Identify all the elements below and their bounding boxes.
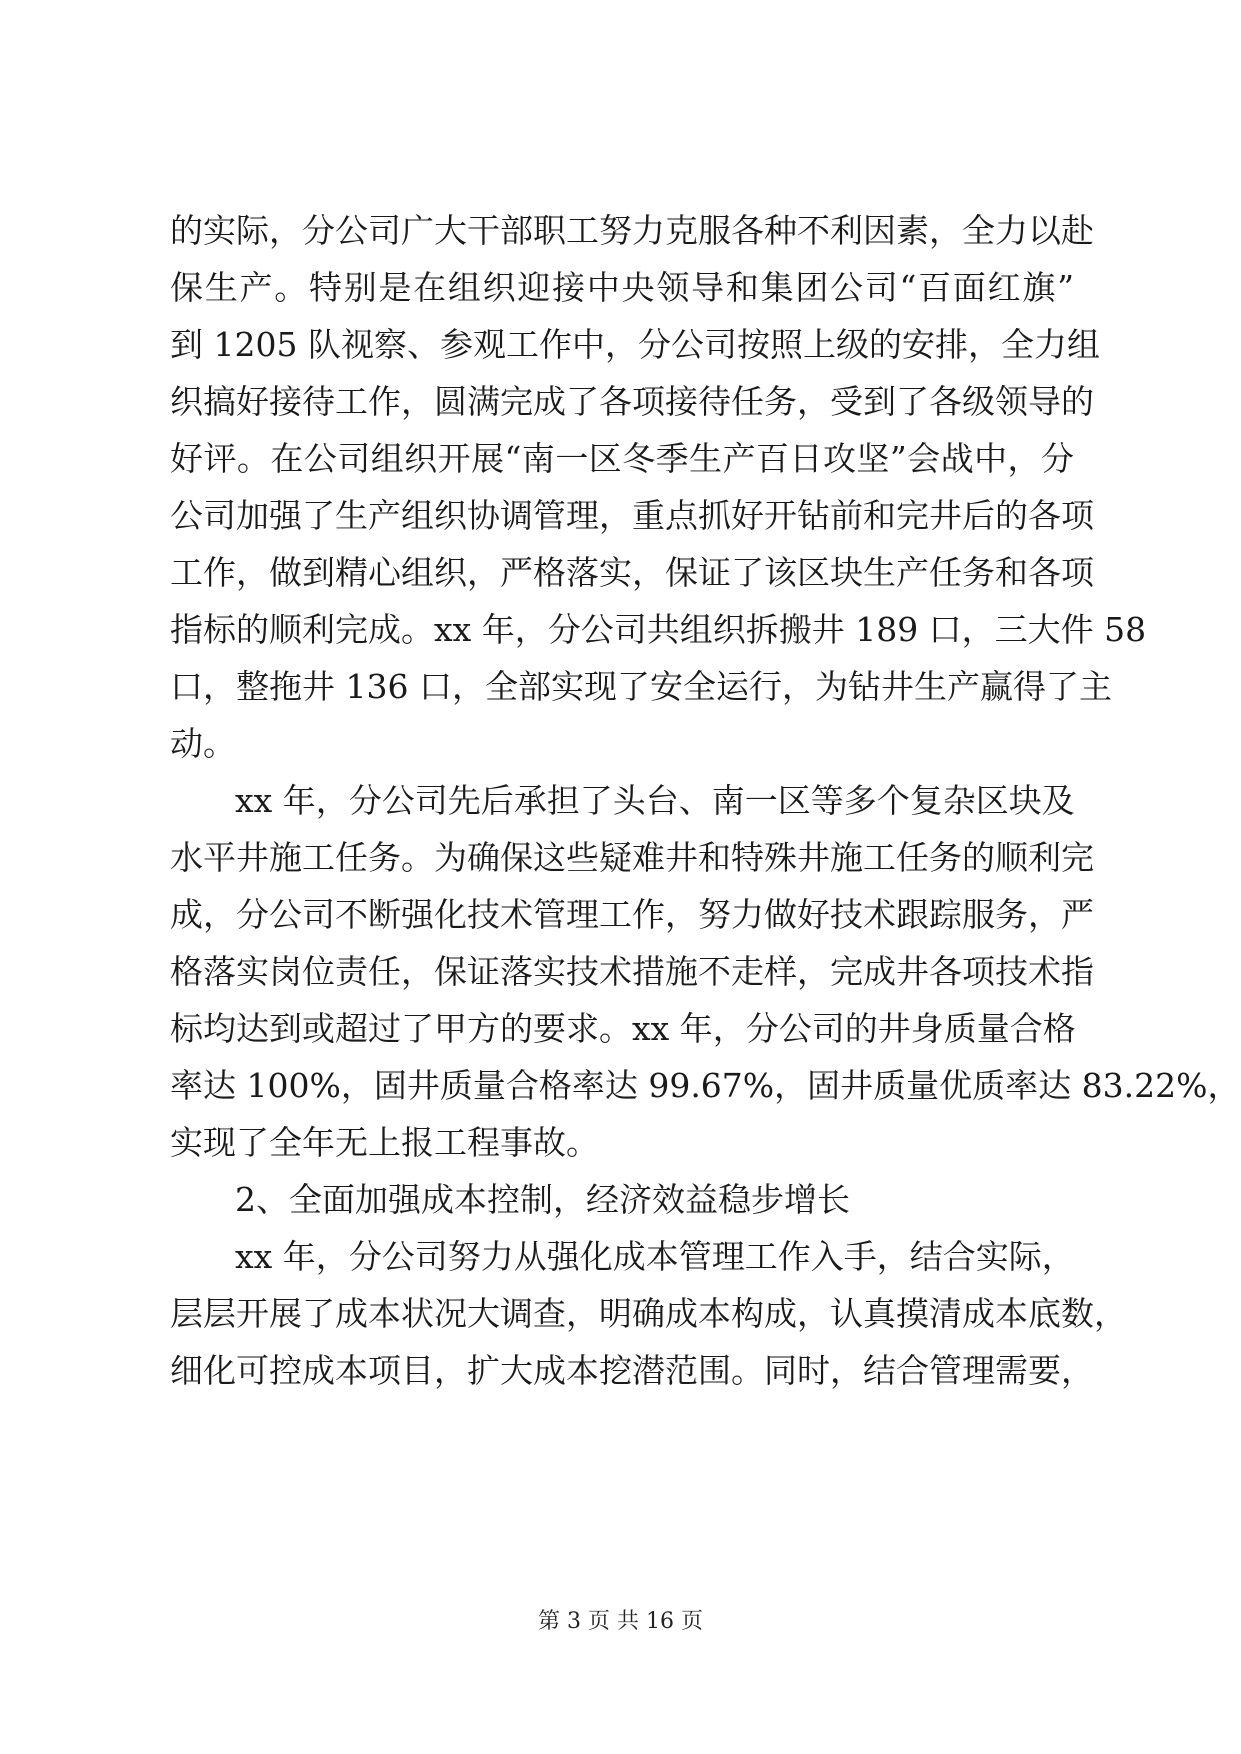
text-line: 标均达到或超过了甲方的要求。xx 年，分公司的井身质量合格 (170, 1009, 1076, 1048)
text-line: 动。 (170, 724, 236, 763)
text-line: 率达 100%，固井质量合格率达 99.67%，固井质量优质率达 83.22%， (170, 1066, 1241, 1105)
text-line: 好评。在公司组织开展“南一区冬季生产百日攻坚”会战中，分 (170, 439, 1074, 478)
page-number-footer: 第 3 页 共 16 页 (538, 1609, 703, 1634)
text-line: 口，整拖井 136 口，全部实现了安全运行，为钻井生产赢得了主 (170, 667, 1112, 706)
text-line: 织搞好接待工作，圆满完成了各项接待任务，受到了各级领导的 (170, 382, 1094, 421)
text-line: 细化可控成本项目，扩大成本挖潜范围。同时，结合管理需要， (170, 1351, 1094, 1390)
text-line: 保生产。特别是在组织迎接中央领导和集团公司“百面红旗” (170, 268, 1074, 307)
text-line: 实现了全年无上报工程事故。 (170, 1123, 599, 1162)
section-heading: 2、全面加强成本控制，经济效益稳步增长 (235, 1180, 850, 1219)
text-line: 指标的顺利完成。xx 年，分公司共组织拆搬井 189 口，三大件 58 (170, 610, 1147, 649)
text-line: 的实际，分公司广大干部职工努力克服各种不利因素，全力以赴 (170, 211, 1094, 250)
text-line: xx 年，分公司努力从强化成本管理工作入手，结合实际， (235, 1237, 1075, 1276)
text-line: 成，分公司不断强化技术管理工作，努力做好技术跟踪服务，严 (170, 895, 1094, 934)
text-line: 公司加强了生产组织协调管理，重点抓好开钻前和完井后的各项 (170, 496, 1094, 535)
text-line: 格落实岗位责任，保证落实技术措施不走样，完成井各项技术指 (170, 952, 1094, 991)
text-line: xx 年，分公司先后承担了头台、南一区等多个复杂区块及 (235, 781, 1075, 820)
text-line: 到 1205 队视察、参观工作中，分公司按照上级的安排，全力组 (170, 325, 1100, 364)
text-line: 层层开展了成本状况大调查，明确成本构成，认真摸清成本底数， (170, 1294, 1127, 1333)
text-line: 工作，做到精心组织，严格落实，保证了该区块生产任务和各项 (170, 553, 1094, 592)
text-line: 水平井施工任务。为确保这些疑难井和特殊井施工任务的顺利完 (170, 838, 1094, 877)
